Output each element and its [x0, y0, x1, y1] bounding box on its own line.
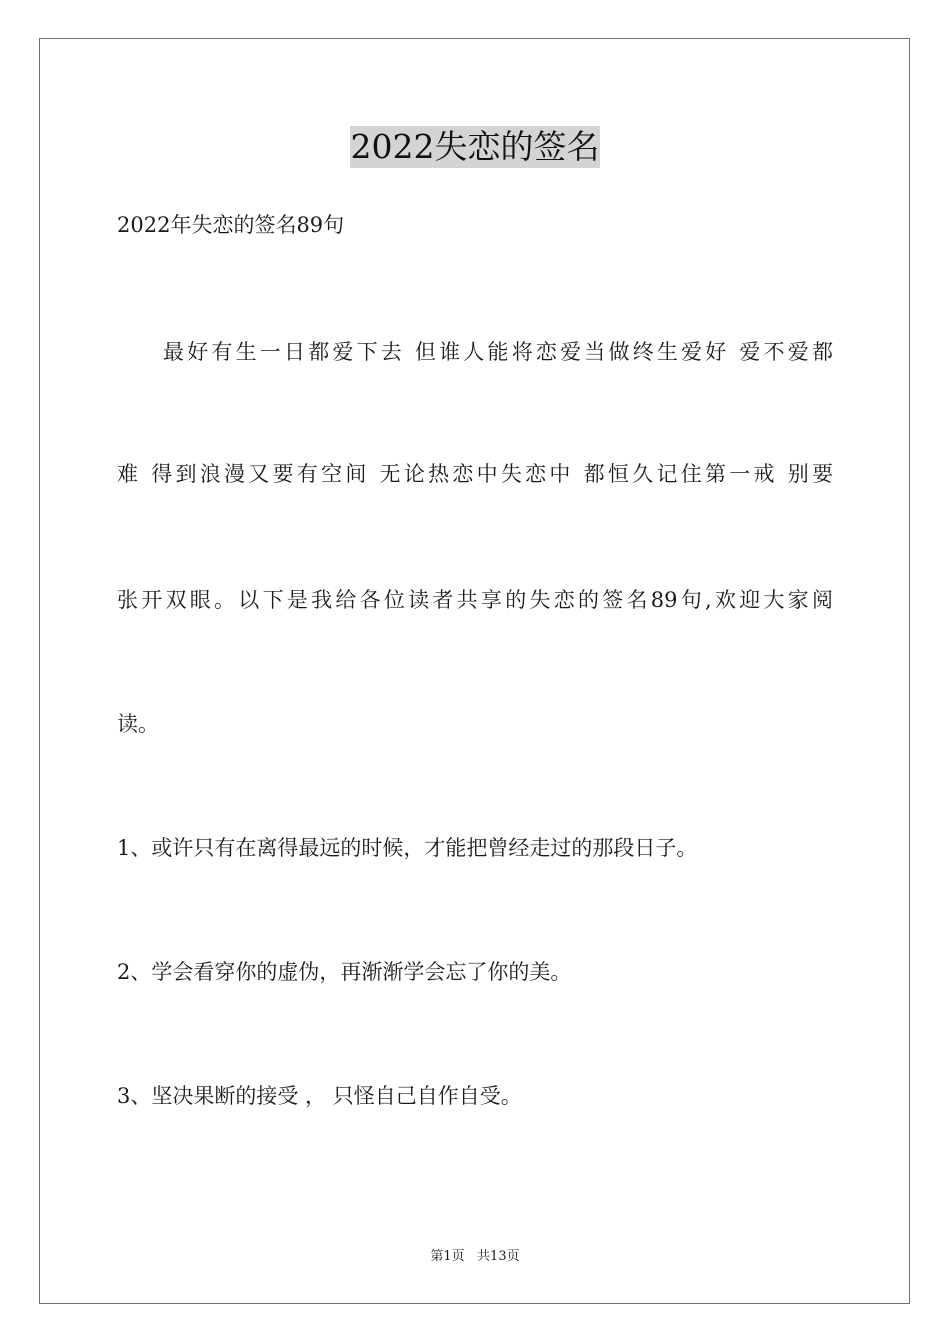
list-item-3: 3、坚决果断的接受 ， 只怪自己自作自受。 [117, 1084, 522, 1108]
list-item-2: 2、学会看穿你的虚伪，再渐渐学会忘了你的美。 [117, 960, 572, 984]
page-number-info: 第1页 共13页 [430, 1249, 520, 1264]
intro-line-4: 读。 [117, 712, 159, 736]
intro-line-1: 最好有生一日都爱下去 但谁人能将恋爱当做终生爱好 爱不爱都 [163, 340, 833, 364]
document-title: 2022失恋的签名 [350, 127, 600, 166]
intro-line-2: 难 得到浪漫又要有空间 无论热恋中失恋中 都恒久记住第一戒 别要 [117, 462, 833, 486]
list-item-1: 1、或许只有在离得最远的时候，才能把曾经走过的那段日子。 [117, 836, 698, 860]
document-subtitle: 2022年失恋的签名89句 [117, 213, 345, 237]
page-footer [0, 1248, 950, 1266]
title-container [0, 126, 950, 168]
intro-line-3: 张开双眼。以下是我给各位读者共享的失恋的签名89句,欢迎大家阅 [117, 588, 833, 612]
